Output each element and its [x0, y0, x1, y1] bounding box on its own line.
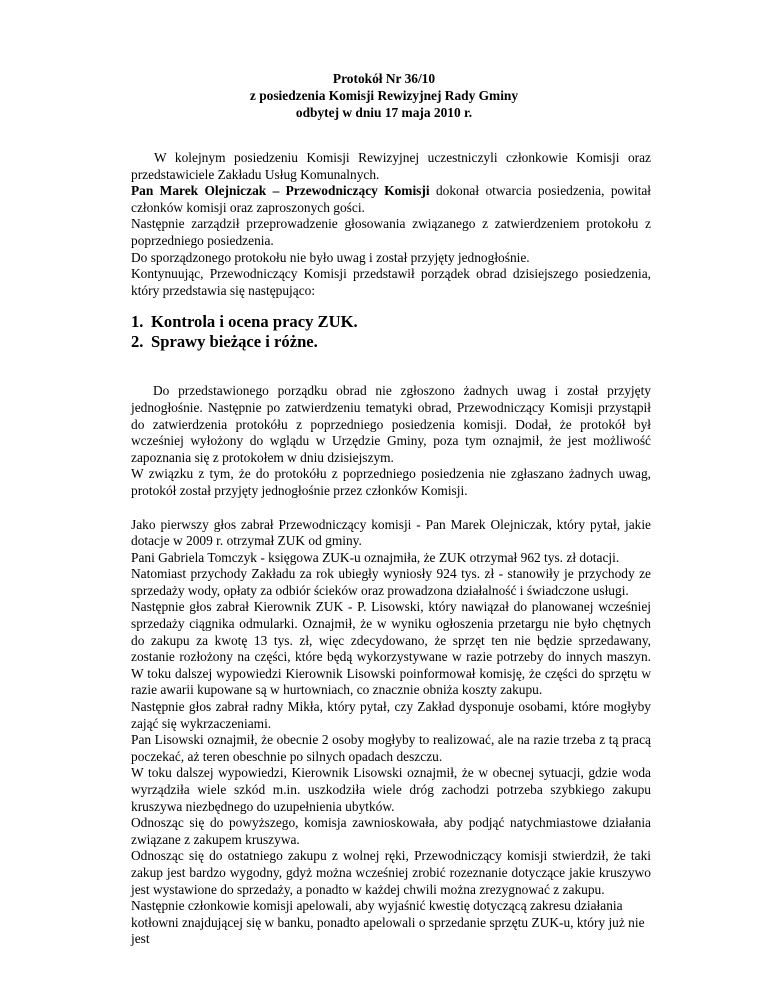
discussion-paragraph: Pan Lisowski oznajmił, że obecnie 2 osoby mogłyby to realizować, ale na razie trzeba z tą pracą poczekać, aż teren obeschnie po silnych opadach deszczu. [131, 732, 651, 764]
discussion-paragraph: Odnosząc się do ostatniego zakupu z wolnej ręki, Przewodniczący komisji stwierdził, że taki zakup jest bardzo wygodny, gdyż można wcześniej zrobić rozeznanie dotyczące jakie kruszywo jest wystawione do sprzedaży, a ponadto w każdej chwili można zrezygnować z zakupu. [131, 848, 651, 897]
agenda-item [131, 332, 651, 352]
meeting-title: z posiedzenia Komisji Rewizyjnej Rady Gminy [249, 88, 519, 103]
protocol-approval-paragraph: W związku z tym, że do protokółu z poprzedniego posiedzenia nie zgłaszano żadnych uwag, protokół został przyjęty jednogłośnie przez członków Komisji. [131, 466, 651, 498]
document-body [131, 150, 651, 948]
meeting-date: odbytej w dniu 17 maja 2010 r. [295, 105, 473, 120]
agenda-item-number: 2. [131, 332, 144, 352]
agenda-item-text: Kontrola i ocena pracy ZUK. [151, 312, 358, 332]
agenda-item [131, 312, 651, 332]
discussion-section [131, 517, 651, 948]
opening-text: dokonał otwarcia posiedzenia, powitał członków komisji oraz zaproszonych gości. [131, 183, 651, 215]
protocol-number: Protokół Nr 36/10 [332, 71, 436, 86]
discussion-paragraph: Natomiast przychody Zakładu za rok ubiegły wyniosły 924 tys. zł - stanowiły je przychody ze sprzedaży wody, opłaty za odbiór ścieków oraz prowadzona działalność i świadczone usługi. [131, 566, 651, 598]
discussion-paragraph: Jako pierwszy głos zabrał Przewodniczący komisji - Pan Marek Olejniczak, który pytał, jakie dotacje w 2009 r. otrzymał ZUK od gminy. [131, 516, 651, 549]
agenda-item-number: 1. [131, 312, 144, 332]
discussion-paragraph: Następnie członkowie komisji apelowali, aby wyjaśnić kwestię dotyczącą zakresu działania kotłowni znajdującej się w banku, ponadto apelowali o sprzedanie sprzętu ZUK-u, który już nie jest [131, 898, 645, 947]
intro-paragraph: W kolejnym posiedzeniu Komisji Rewizyjnej uczestniczyli członkowie Komisji oraz przedstawiciele Zakładu Usług Komunalnych. [131, 150, 651, 182]
discussion-paragraph: Następnie głos zabrał Kierownik ZUK - P. Lisowski, który nawiązał do planowanej wcześniej sprzedaży ciągnika odmularki. Oznajmił, że w wyniku ogłoszenia przetargu nie było chętnych do zakupu za kwotę 13 tys. zł, więc zdecydowano, że sprzęt ten nie będzie sprzedawany, zostanie rozłożony na części, które będą wykorzystywane w razie potrzeby do innych maszyn. W toku dalszej wypowiedzi Kierownik Lisowski poinformował komisję, że części do sprzętu w razie awarii kupowane są w hurtowniach, co znacznie obniża koszty zakupu. [131, 599, 651, 698]
agenda-list [131, 312, 651, 352]
agenda-approval-paragraph: Do przedstawionego porządku obrad nie zgłoszono żadnych uwag i został przyjęty jednogłośnie. Następnie po zatwierdzeniu tematyki obrad, Przewodniczący Komisji przystąpił do zatwierdzenia protokółu z poprzedniego posiedzenia komisji. Dodał, że protokół był wcześniej wyłożony do wglądu w Urzędzie Gminy, poza tym oznajmił, że jest możliwość zapoznania się z protokołem w dniu dzisiejszym. [131, 383, 651, 465]
chairman-name: Pan Marek Olejniczak – Przewodniczący Komisji [131, 183, 430, 199]
discussion-paragraph: Następnie głos zabrał radny Mikła, który pytał, czy Zakład dysponuje osobami, które mogłyby zająć się wykrzaczeniami. [131, 699, 651, 731]
agenda-intro-paragraph: Kontynuując, Przewodniczący Komisji przedstawił porządek obrad dzisiejszego posiedzenia, który przedstawia się następująco: [131, 266, 651, 298]
discussion-paragraph: Odnosząc się do powyższego, komisja zawnioskowała, aby podjąć natychmiastowe działania związane z zakupem kruszywa. [131, 815, 651, 847]
document-header [0, 70, 768, 121]
opening-paragraph [131, 183, 651, 216]
vote-paragraph: Następnie zarządził przeprowadzenie głosowania związanego z zatwierdzeniem protokołu z poprzedniego posiedzenia. [131, 216, 651, 248]
agenda-item-text: Sprawy bieżące i różne. [151, 332, 318, 352]
discussion-paragraph: Pani Gabriela Tomczyk - księgowa ZUK-u oznajmiła, że ZUK otrzymał 962 tys. zł dotacji. [131, 549, 620, 565]
discussion-paragraph: W toku dalszej wypowiedzi, Kierownik Lisowski oznajmił, że w obecnej sytuacji, gdzie woda wyrządziła wiele szkód m.in. uszkodziła wiele dróg zachodzi potrzeba szybkiego zakupu kruszywa niezbędnego do uzupełnienia ubytków. [131, 765, 651, 814]
approval-paragraph: Do sporządzonego protokołu nie było uwag i został przyjęty jednogłośnie. [131, 249, 530, 265]
